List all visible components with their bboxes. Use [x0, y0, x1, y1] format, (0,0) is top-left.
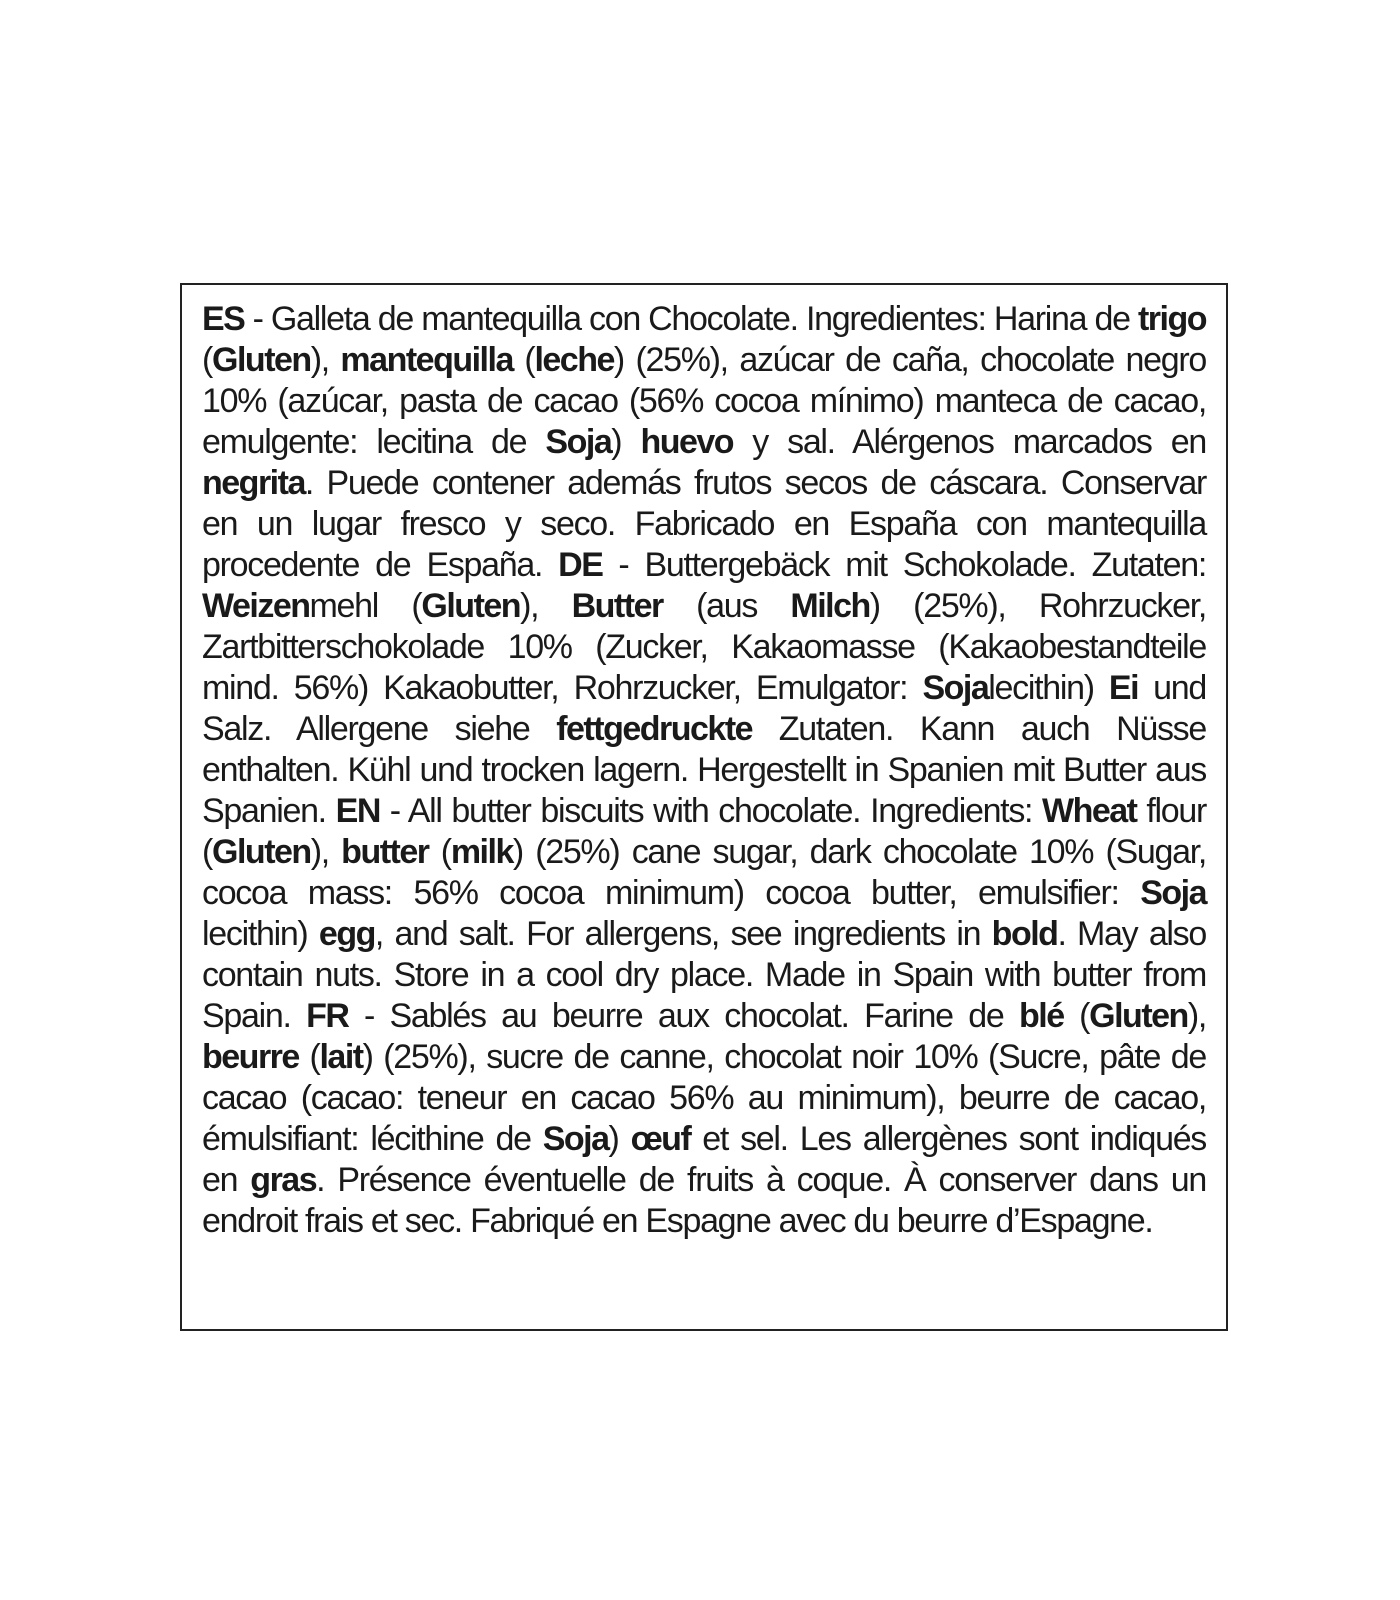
text-run: ) (25%) cane sugar, dark chocolate 10% (Sugar, cocoa mass: 56% cocoa minimum) cocoa butter, emulsifier:: [202, 833, 1206, 912]
bold-term: Gluten: [421, 587, 521, 625]
text-run: mehl (: [309, 587, 422, 625]
text-run: , and salt. For allergens, see ingredients in: [374, 915, 992, 953]
text-run: ),: [1187, 997, 1206, 1035]
bold-term: Gluten: [1089, 997, 1188, 1035]
text-run: und Salz. Allergene siehe: [202, 669, 1207, 748]
bold-term: Soja: [545, 423, 612, 461]
bold-term: Butter: [571, 587, 663, 625]
text-run: ),: [520, 587, 572, 625]
text-run: . Présence éventuelle de fruits à coque. À conserver dans un endroit frais et sec. Fabriqué en Espagne avec du beurre d’Espagne.: [202, 1161, 1206, 1240]
text-run: ) (25%), sucre de canne, chocolat noir 10% (Sucre, pâte de cacao (cacao: teneur en cacao 56% au minimum), beurre de cacao, émulsifiant: lécithine de: [202, 1038, 1206, 1158]
text-run: (: [298, 1038, 320, 1076]
bold-term: Wheat: [1042, 792, 1137, 830]
bold-term: œuf: [630, 1120, 691, 1158]
text-run: ): [611, 423, 641, 461]
text-run: ): [608, 1120, 631, 1158]
bold-term: gras: [250, 1161, 317, 1199]
text-run: et sel. Les allergènes sont indiqués en: [202, 1120, 1207, 1199]
bold-term: lait: [319, 1038, 363, 1076]
bold-term: Gluten: [212, 341, 311, 379]
bold-term: fettgedruckte: [556, 710, 753, 748]
text-run: - Sablés au beurre aux chocolat. Farine de: [348, 997, 1019, 1035]
text-run: - All butter biscuits with chocolate. Ingredients:: [379, 792, 1042, 830]
bold-term: Soja: [542, 1120, 609, 1158]
bold-term: milk: [450, 833, 513, 871]
bold-term: ES: [202, 300, 245, 338]
bold-term: mantequilla: [340, 341, 513, 379]
ingredients-text: [202, 299, 1206, 1242]
bold-term: EN: [335, 792, 380, 830]
text-run: flour (: [202, 792, 1206, 871]
text-run: (: [1063, 997, 1090, 1035]
text-run: - Galleta de mantequilla con Chocolate. Ingredientes: Harina de: [244, 300, 1138, 338]
bold-term: Weizen: [202, 587, 310, 625]
bold-term: negrita: [202, 464, 305, 502]
text-run: (aus: [662, 587, 791, 625]
bold-term: butter: [341, 833, 429, 871]
bold-term: egg: [318, 915, 375, 953]
text-run: (: [202, 341, 213, 379]
bold-term: bold: [991, 915, 1058, 953]
text-run: ) (25%), azúcar de caña, chocolate negro 10% (azúcar, pasta de cacao (56% cocoa mínimo) manteca de cacao, emulgente: lecitina de: [202, 341, 1206, 461]
bold-term: Ei: [1108, 669, 1139, 707]
text-run: lecithin): [202, 915, 319, 953]
bold-term: leche: [534, 341, 614, 379]
text-run: (: [428, 833, 451, 871]
text-run: y sal. Alérgenos marcados en: [733, 423, 1206, 461]
text-run: ) (25%), Rohrzucker, Zartbitterschokolade 10% (Zucker, Kakaomasse (Kakaobestandteile mind. 56%) Kakaobutter, Rohrzucker, Emulgator:: [202, 587, 1206, 707]
bold-term: beurre: [202, 1038, 299, 1076]
ingredients-label-box: [180, 283, 1228, 1331]
bold-term: trigo: [1137, 300, 1206, 338]
text-run: (: [512, 341, 535, 379]
bold-term: Milch: [790, 587, 870, 625]
bold-term: Soja: [922, 669, 989, 707]
text-run: . May also contain nuts. Store in a cool dry place. Made in Spain with butter from Spain.: [202, 915, 1206, 1035]
bold-term: Gluten: [212, 833, 311, 871]
text-run: . Puede contener además frutos secos de cáscara. Conservar en un lugar fresco y seco. Fabricado en España con mantequilla procedente de España.: [202, 464, 1206, 584]
text-run: ),: [310, 833, 342, 871]
bold-term: huevo: [640, 423, 734, 461]
text-run: Zutaten. Kann auch Nüsse enthalten. Kühl und trocken lagern. Hergestellt in Spanien mit Butter aus Spanien.: [202, 710, 1206, 830]
text-run: ),: [310, 341, 341, 379]
bold-term: FR: [306, 997, 349, 1035]
bold-term: DE: [558, 546, 603, 584]
text-run: lecithin): [988, 669, 1109, 707]
bold-term: Soja: [1140, 874, 1206, 912]
text-run: - Buttergebäck mit Schokolade. Zutaten:: [602, 546, 1206, 584]
bold-term: blé: [1019, 997, 1064, 1035]
